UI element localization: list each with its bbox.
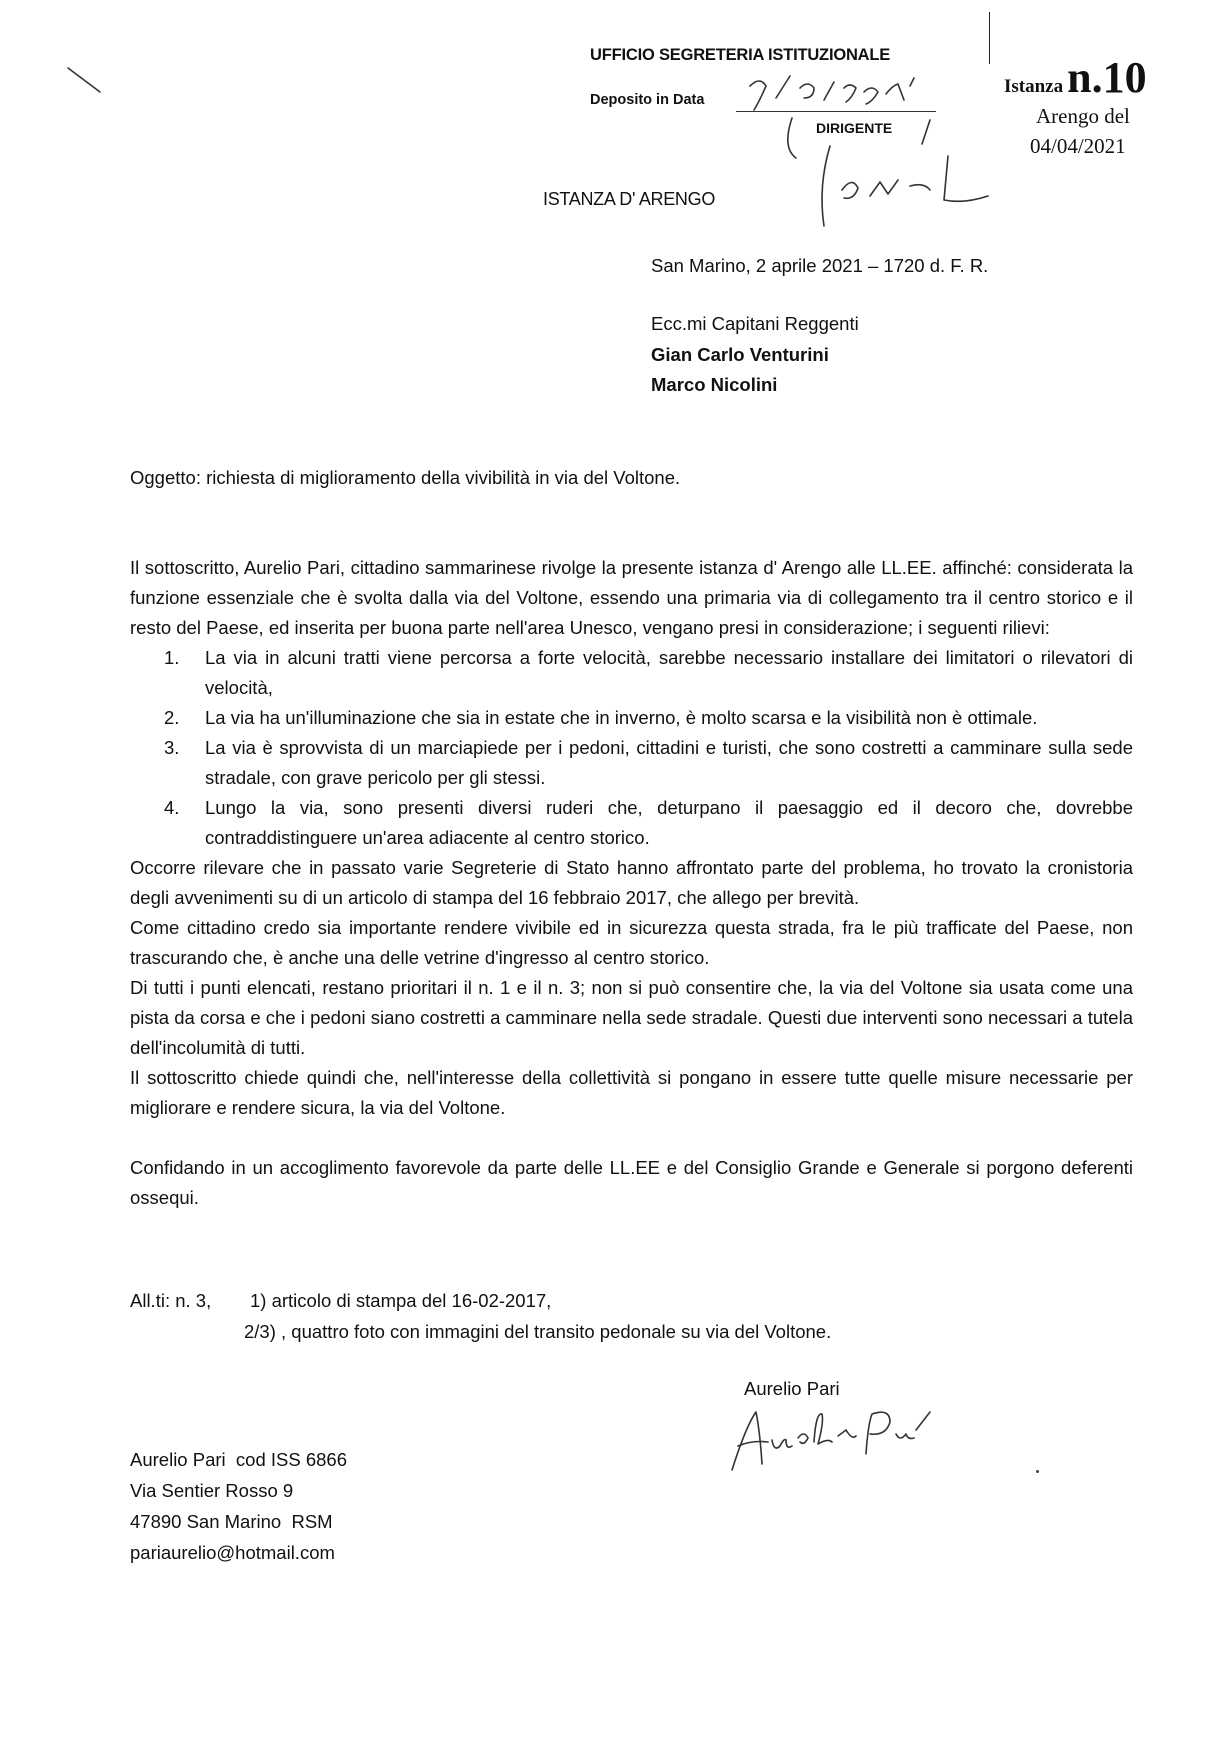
istanza-number-badge <box>1004 52 1147 103</box>
istanza-number: n.10 <box>1067 53 1147 102</box>
istanza-prefix: Istanza <box>1004 76 1064 97</box>
list-item-number: 1. <box>164 647 180 668</box>
recipient-name-2: Marco Nicolini <box>651 374 778 395</box>
list-item <box>130 733 1133 793</box>
document-type-heading: ISTANZA D' ARENGO <box>543 189 716 209</box>
scan-mark <box>60 60 110 100</box>
list-item-text: Lungo la via, sono presenti diversi ruderi che, deturpano il paesaggio ed il decoro che, dovrebbe contraddistinguere un'area adiacente al centro storico. <box>205 797 1133 848</box>
list-item-number: 2. <box>164 707 180 728</box>
deposit-date-label: Deposito in Data <box>590 92 705 108</box>
handwritten-signature <box>720 1400 950 1480</box>
arengo-date: 04/04/2021 <box>1030 134 1126 158</box>
list-item-text: La via è sprovvista di un marciapiede per i pedoni, cittadini e turisti, che sono costretti a camminare sulla sede stradale, con grave pericolo per gli stessi. <box>205 737 1133 788</box>
sender-name-iss: Aurelio Pari cod ISS 6866 <box>130 1449 347 1470</box>
recipient-name-1: Gian Carlo Venturini <box>651 344 829 365</box>
dirigente-label: DIRIGENTE <box>816 120 893 136</box>
list-item-text: La via ha un'illuminazione che sia in estate che in inverno, è molto scarsa e la visibilità non è ottimale. <box>205 707 1038 728</box>
list-item <box>130 643 1133 703</box>
sender-street: Via Sentier Rosso 9 <box>130 1480 294 1501</box>
closing-paragraph: Confidando in un accoglimento favorevole da parte delle LL.EE e del Consiglio Grande e Generale si porgono deferenti ossequi. <box>130 1157 1133 1208</box>
sender-email: pariaurelio@hotmail.com <box>130 1542 335 1563</box>
place-date-line: San Marino, 2 aprile 2021 – 1720 d. F. R. <box>651 255 989 276</box>
subject-line: Oggetto: richiesta di miglioramento della vivibilità in via del Voltone. <box>130 467 681 488</box>
list-item <box>130 793 1133 853</box>
intro-paragraph: Il sottoscritto, Aurelio Pari, cittadino sammarinese rivolge la presente istanza d' Arengo alle LL.EE. affinché: considerata la funzione essenziale che è svolta dalla via del Voltone, essendo una primaria via di collegamento tra il centro storico e il resto del Paese, ed inserita per buona parte nell'area Unesco, vengano presi in considerazione; i seguenti rilievi: <box>130 557 1133 638</box>
stamp-vertical-rule <box>989 12 990 64</box>
list-item-number: 3. <box>164 737 180 758</box>
sender-city: 47890 San Marino RSM <box>130 1511 333 1532</box>
attachments-label: All.ti: n. 3, <box>130 1290 212 1311</box>
recipient-salutation: Ecc.mi Capitani Reggenti <box>651 313 859 334</box>
stamp-signature <box>780 110 990 230</box>
scan-dot <box>1036 1470 1039 1473</box>
handwritten-deposit-date <box>740 68 940 113</box>
list-item <box>130 703 1133 733</box>
attachment-line-1: 1) articolo di stampa del 16-02-2017, <box>250 1290 552 1311</box>
arengo-label: Arengo del <box>1036 104 1130 128</box>
findings-list <box>130 643 1133 853</box>
body-paragraph: Il sottoscritto chiede quindi che, nell'interesse della collettività si pongano in essere tutte quelle misure necessarie per migliorare e rendere sicura, la via del Voltone. <box>130 1067 1133 1118</box>
body-paragraph: Occorre rilevare che in passato varie Segreterie di Stato hanno affrontato parte del problema, ho trovato la cronistoria degli avvenimenti su di un articolo di stampa del 16 febbraio 2017, che allego per brevità. <box>130 857 1133 908</box>
letter-body <box>130 553 1133 1213</box>
body-paragraph: Come cittadino credo sia importante rendere vivibile ed in sicurezza questa strada, fra le più trafficate del Paese, non trascurando che, è anche una delle vetrine d'ingresso al centro storico. <box>130 917 1133 968</box>
list-item-number: 4. <box>164 797 180 818</box>
sender-block <box>130 1444 347 1568</box>
signature-name: Aurelio Pari <box>744 1378 840 1399</box>
attachment-line-2: 2/3) , quattro foto con immagini del transito pedonale su via del Voltone. <box>244 1321 832 1342</box>
body-paragraph: Di tutti i punti elencati, restano prioritari il n. 1 e il n. 3; non si può consentire che, la via del Voltone sia usata come una pista da corsa e che i pedoni siano costretti a camminare nella sede stradale. Questi due interventi sono necessari a tutela dell'incolumità di tutti. <box>130 977 1133 1058</box>
office-stamp-title: UFFICIO SEGRETERIA ISTITUZIONALE <box>590 46 891 64</box>
list-item-text: La via in alcuni tratti viene percorsa a forte velocità, sarebbe necessario installare dei limitatori o rilevatori di velocità, <box>205 647 1133 698</box>
